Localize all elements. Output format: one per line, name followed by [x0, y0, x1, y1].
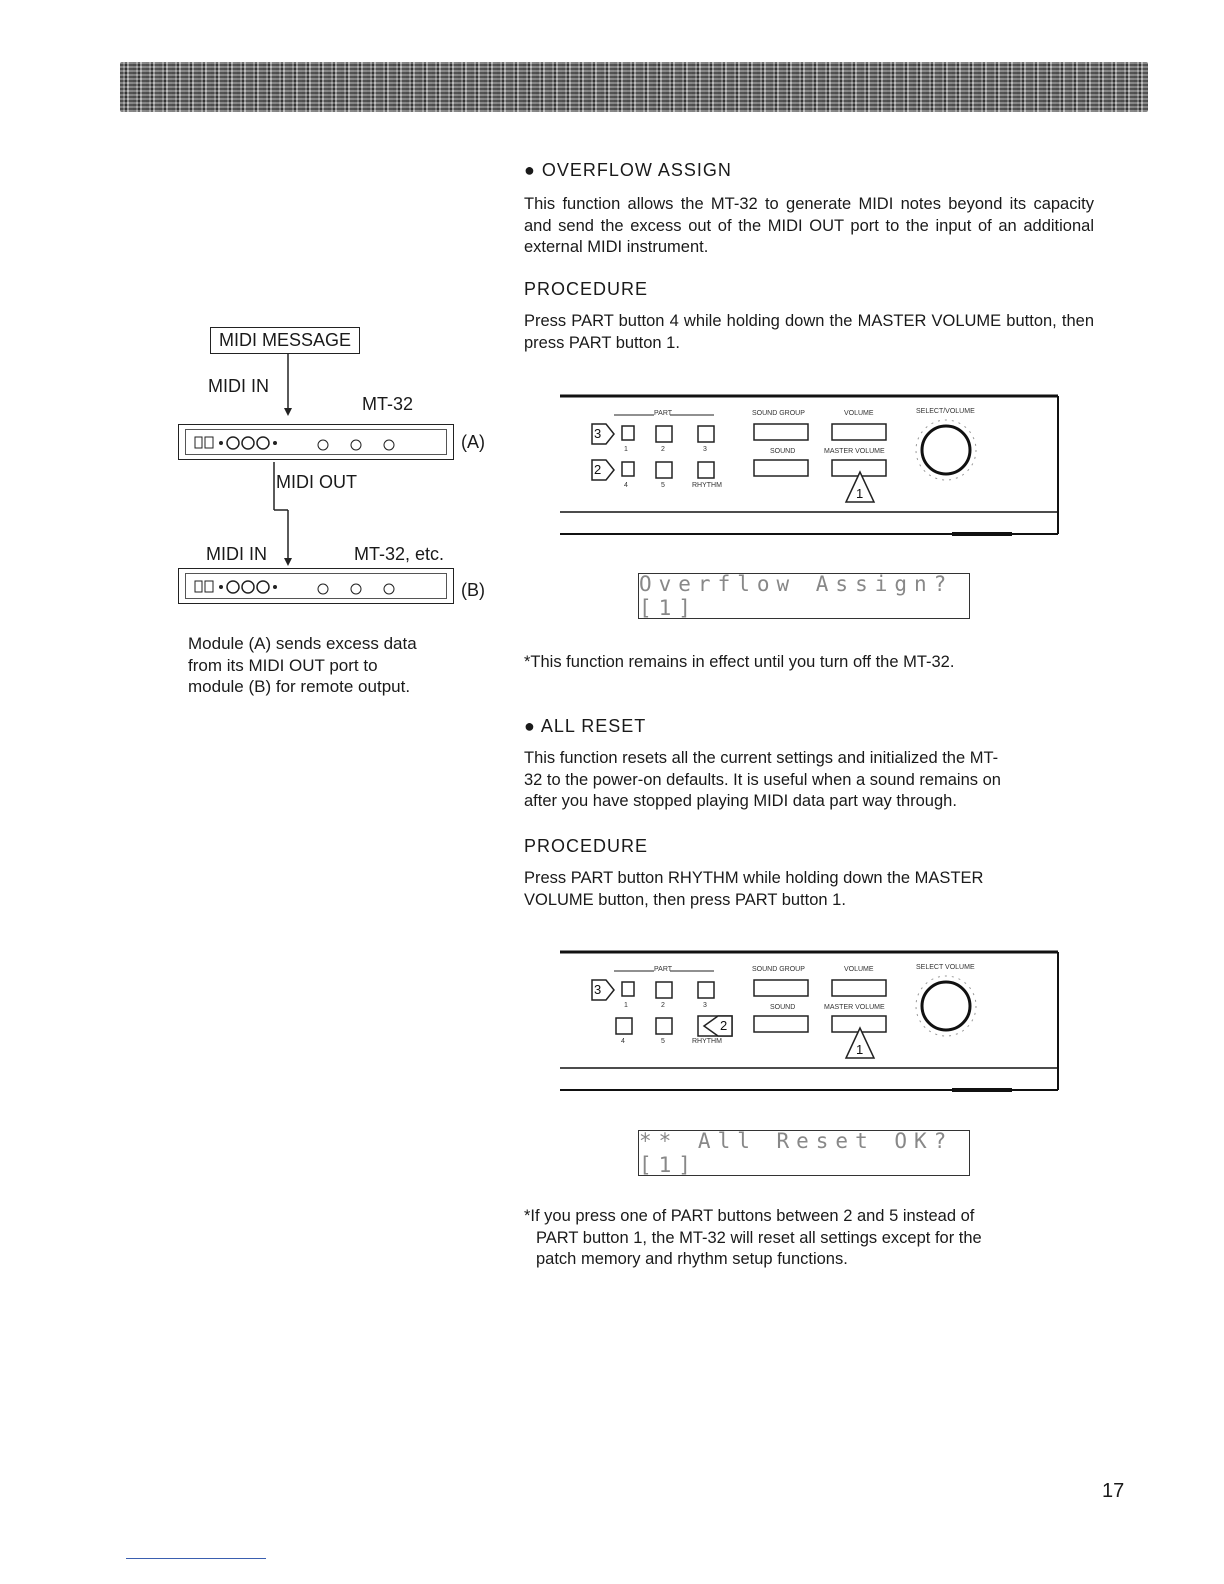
sound-label: SOUND: [770, 1004, 796, 1011]
overflow-note: *This function remains in effect until you turn off the MT-32.: [524, 653, 955, 671]
button-num-1: 1: [624, 446, 628, 453]
volume-label: VOLUME: [844, 966, 874, 973]
all-reset-procedure-heading: PROCEDURE: [524, 836, 649, 856]
part-label: PART: [654, 410, 673, 417]
caption-line: from its MIDI OUT port to: [188, 655, 378, 675]
sound-label: SOUND: [770, 448, 796, 455]
overflow-description: This function allows the MT-32 to generate MIDI notes beyond its capacity and send the excess out of the MIDI OUT port to the input of an additional external MIDI instrument.: [524, 195, 1094, 256]
overflow-procedure-heading: PROCEDURE: [524, 279, 649, 299]
all-reset-lcd-display: ** All Reset OK? [1]: [638, 1130, 970, 1176]
description-line: 32 to the power-on defaults. It is useful when a sound remains on: [524, 770, 1001, 789]
unit-b-tag: (B): [461, 580, 485, 600]
rhythm-label: RHYTHM: [692, 1038, 722, 1045]
button-num-5: 5: [661, 482, 665, 489]
unit-b-jacks-icon: [193, 577, 433, 597]
unit-b-model-label: MT-32, etc.: [354, 544, 445, 564]
overflow-heading: ● OVERFLOW ASSIGN: [524, 160, 732, 180]
midi-message-box: MIDI MESSAGE: [210, 327, 360, 354]
unit-b-module: [178, 568, 454, 604]
step-a: 3: [594, 426, 602, 441]
step-c: 1: [856, 486, 864, 501]
diagram-caption: [188, 633, 468, 698]
overflow-lcd-display: Overflow Assign? [1]: [638, 573, 970, 619]
all-reset-panel-labels: [558, 950, 1062, 1100]
page-number: 17: [1102, 1480, 1125, 1502]
all-reset-procedure: [524, 868, 1096, 911]
sound-group-label: SOUND GROUP: [752, 410, 805, 417]
all-reset-description: [524, 748, 1096, 813]
all-reset-heading: ● ALL RESET: [524, 716, 647, 736]
procedure-line: VOLUME button, then press PART button 1.: [524, 890, 846, 909]
note-line: PART button 1, the MT-32 will reset all settings except for the: [536, 1228, 982, 1247]
all-reset-note: [524, 1206, 1096, 1271]
button-num-3: 3: [703, 446, 707, 453]
button-num-2: 2: [661, 1002, 665, 1009]
footer-divider: [126, 1558, 266, 1559]
step-b: 2: [594, 462, 602, 477]
unit-a-jacks-icon: [193, 433, 433, 453]
header-band: [120, 62, 1148, 112]
step-c: 1: [856, 1042, 864, 1057]
overflow-panel-labels: [558, 394, 1062, 544]
rhythm-label: RHYTHM: [692, 482, 722, 489]
select-volume-label: SELECT/VOLUME: [916, 408, 975, 415]
button-num-1: 1: [624, 1002, 628, 1009]
caption-line: Module (A) sends excess data: [188, 634, 417, 653]
button-num-4: 4: [624, 482, 628, 489]
unit-a-module: [178, 424, 454, 460]
volume-label: VOLUME: [844, 410, 874, 417]
sound-group-label: SOUND GROUP: [752, 966, 805, 973]
button-num-2: 2: [661, 446, 665, 453]
procedure-line: Press PART button RHYTHM while holding down the MASTER: [524, 869, 984, 887]
button-num-3: 3: [703, 1002, 707, 1009]
caption-line: module (B) for remote output.: [188, 677, 411, 696]
select-volume-label: SELECT VOLUME: [916, 964, 975, 971]
unit-b-midi-in-label: MIDI IN: [206, 544, 267, 564]
unit-a-midi-in-label: MIDI IN: [208, 376, 269, 396]
midi-connection-diagram: [170, 350, 500, 670]
note-line: patch memory and rhythm setup functions.: [536, 1250, 848, 1268]
unit-a-tag: (A): [461, 432, 485, 452]
unit-a-midi-out-label: MIDI OUT: [276, 472, 357, 492]
button-num-5: 5: [661, 1038, 665, 1045]
button-num-4: 4: [621, 1038, 625, 1045]
overflow-procedure: Press PART button 4 while holding down the MASTER VOLUME button, then press PART button 1.: [524, 312, 1094, 352]
unit-a-model-label: MT-32: [362, 394, 414, 414]
step-b: 2: [720, 1018, 728, 1033]
note-line: *If you press one of PART buttons between 2 and 5 instead of: [524, 1207, 975, 1225]
description-line: after you have stopped playing MIDI data part way through.: [524, 792, 957, 810]
master-volume-label: MASTER VOLUME: [824, 448, 885, 455]
master-volume-label: MASTER VOLUME: [824, 1004, 885, 1011]
step-a: 3: [594, 982, 602, 997]
part-label: PART: [654, 966, 673, 973]
description-line: This function resets all the current settings and initialized the MT-: [524, 749, 999, 767]
